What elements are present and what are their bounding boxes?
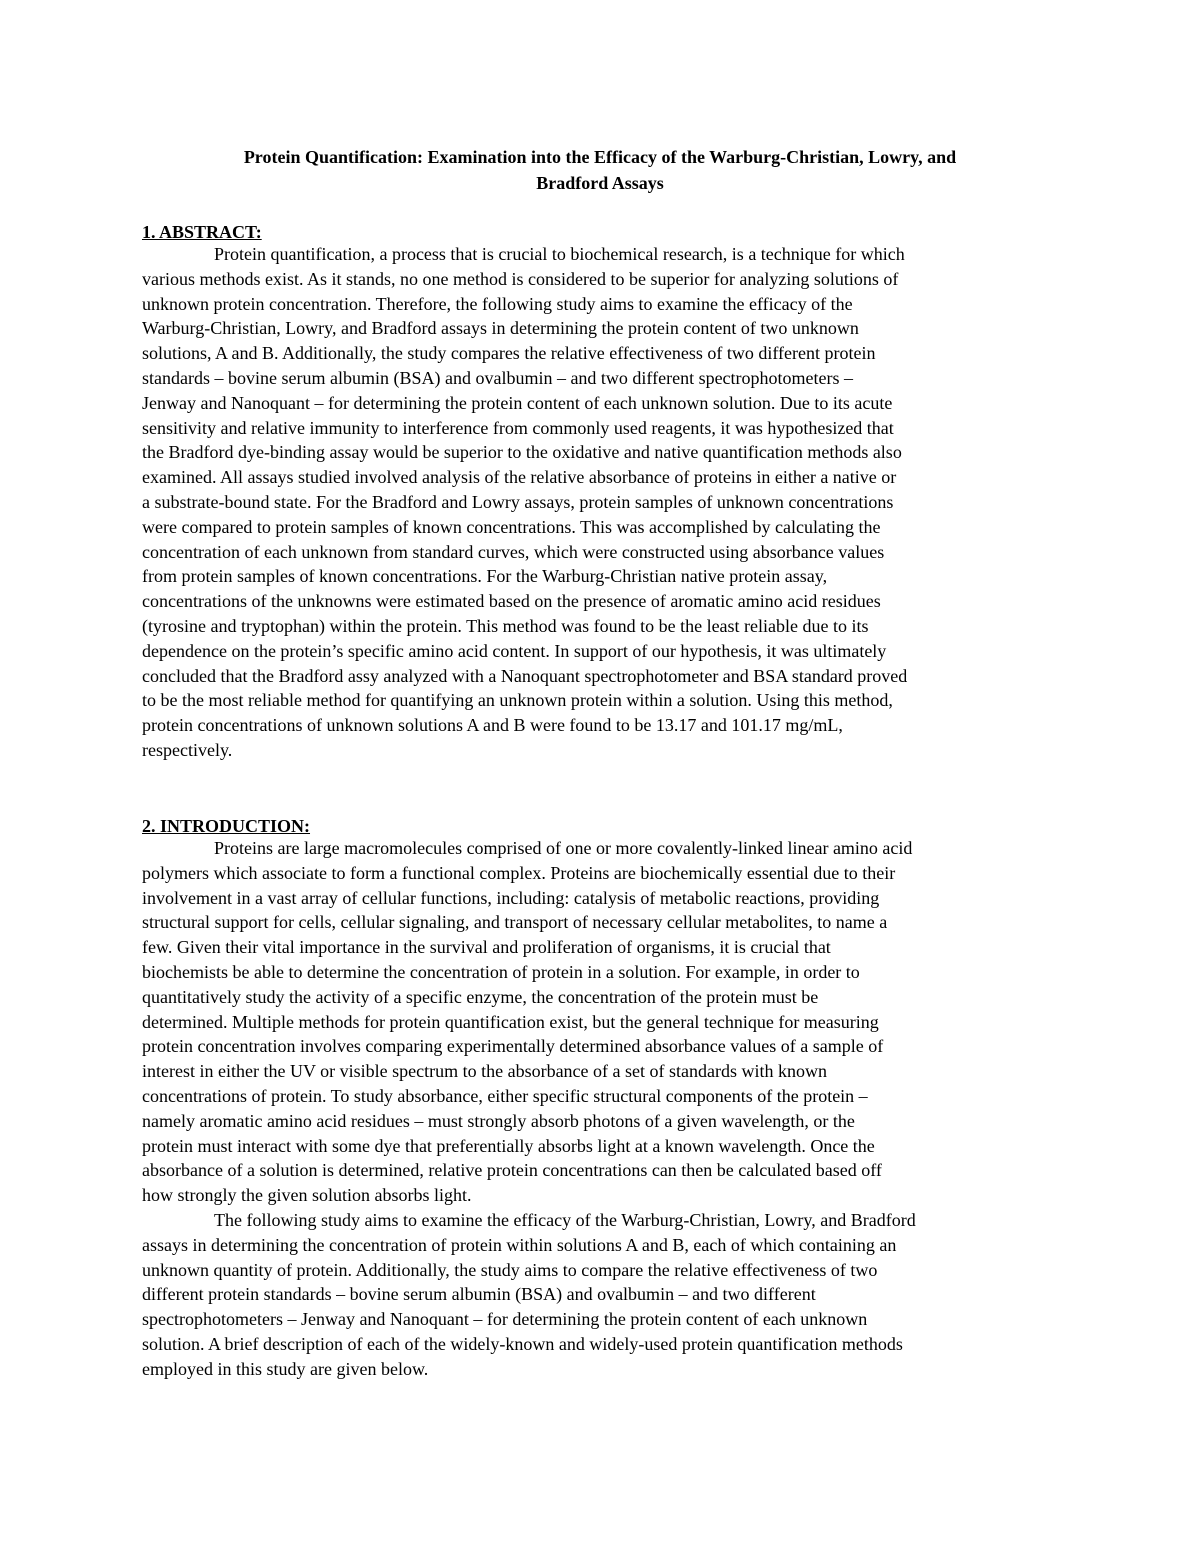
introduction-heading: 2. INTRODUCTION: <box>142 816 311 836</box>
abstract-line: concluded that the Bradford assy analyzed with a Nanoquant spectrophotometer and BSA standard proved <box>142 665 908 686</box>
abstract-line: Jenway and Nanoquant – for determining the protein content of each unknown solution. Due to its acute <box>142 392 893 413</box>
intro-line: employed in this study are given below. <box>142 1358 429 1379</box>
abstract-line: concentrations of the unknowns were estimated based on the presence of aromatic amino acid residues <box>142 591 881 612</box>
intro-line: spectrophotometers – Jenway and Nanoquant – for determining the protein content of each unknown <box>142 1309 868 1330</box>
abstract-line: standards – bovine serum albumin (BSA) and ovalbumin – and two different spectrophotometers – <box>142 367 854 388</box>
intro-line: how strongly the given solution absorbs light. <box>142 1185 472 1206</box>
abstract-line: examined. All assays studied involved analysis of the relative absorbance of proteins in either a native or <box>142 467 897 488</box>
abstract-line: to be the most reliable method for quantifying an unknown protein within a solution. Using this method, <box>142 690 893 711</box>
intro-line: absorbance of a solution is determined, relative protein concentrations can then be calculated based off <box>142 1160 882 1181</box>
title-line-1: Protein Quantification: Examination into the Efficacy of the Warburg-Christian, Lowry, and <box>243 147 957 167</box>
intro-line: determined. Multiple methods for protein quantification exist, but the general technique for measuring <box>142 1011 879 1032</box>
abstract-line: respectively. <box>142 739 233 760</box>
intro-line: protein concentration involves comparing experimentally determined absorbance values of a sample of <box>142 1036 884 1057</box>
abstract-line: Warburg-Christian, Lowry, and Bradford assays in determining the protein content of two unknown <box>142 318 859 339</box>
abstract-line: from protein samples of known concentrations. For the Warburg-Christian native protein assay, <box>142 566 828 587</box>
page-title <box>142 144 1058 196</box>
intro-line: The following study aims to examine the efficacy of the Warburg-Christian, Lowry, and Bradford <box>214 1209 916 1230</box>
title-line-2: Bradford Assays <box>536 173 664 193</box>
intro-line: few. Given their vital importance in the survival and proliferation of organisms, it is crucial that <box>142 937 831 958</box>
intro-line: biochemists be able to determine the concentration of protein in a solution. For example, in order to <box>142 961 860 982</box>
intro-line: protein must interact with some dye that preferentially absorbs light at a known wavelength. Once the <box>142 1135 875 1156</box>
intro-line: interest in either the UV or visible spectrum to the absorbance of a set of standards with known <box>142 1061 827 1082</box>
intro-line: unknown quantity of protein. Additionally, the study aims to compare the relative effectiveness of two <box>142 1259 878 1280</box>
intro-line: concentrations of protein. To study absorbance, either specific structural components of the protein – <box>142 1085 868 1106</box>
abstract-line: protein concentrations of unknown solutions A and B were found to be 13.17 and 101.17 mg/mL, <box>142 715 843 736</box>
intro-line: solution. A brief description of each of the widely-known and widely-used protein quantification methods <box>142 1333 903 1354</box>
abstract-line: sensitivity and relative immunity to interference from commonly used reagents, it was hypothesized that <box>142 417 894 438</box>
abstract-line: solutions, A and B. Additionally, the study compares the relative effectiveness of two different protein <box>142 343 876 364</box>
abstract-heading: 1. ABSTRACT: <box>142 222 262 242</box>
abstract-line: the Bradford dye-binding assay would be superior to the oxidative and native quantification methods also <box>142 442 902 463</box>
intro-line: quantitatively study the activity of a specific enzyme, the concentration of the protein must be <box>142 986 819 1007</box>
introduction-paragraphs <box>142 836 1060 1382</box>
intro-line: Proteins are large macromolecules comprised of one or more covalently-linked linear amino acid <box>214 838 913 858</box>
intro-line: namely aromatic amino acid residues – must strongly absorb photons of a given wavelength, or the <box>142 1110 855 1131</box>
abstract-line: dependence on the protein’s specific amino acid content. In support of our hypothesis, it was ultimately <box>142 640 887 661</box>
abstract-line: (tyrosine and tryptophan) within the protein. This method was found to be the least reliable due to its <box>142 615 869 636</box>
intro-line: involvement in a vast array of cellular functions, including: catalysis of metabolic reactions, providing <box>142 887 880 908</box>
abstract-line: Protein quantification, a process that is crucial to biochemical research, is a technique for which <box>214 244 905 264</box>
intro-line: assays in determining the concentration of protein within solutions A and B, each of which containing an <box>142 1234 897 1255</box>
intro-line: structural support for cells, cellular signaling, and transport of necessary cellular metabolites, to name a <box>142 912 888 933</box>
abstract-line: various methods exist. As it stands, no one method is considered to be superior for analyzing solutions of <box>142 268 899 289</box>
abstract-line: a substrate-bound state. For the Bradford and Lowry assays, protein samples of unknown concentrations <box>142 491 894 512</box>
abstract-paragraph <box>142 242 1060 763</box>
abstract-line: unknown protein concentration. Therefore, the following study aims to examine the efficacy of the <box>142 293 853 314</box>
abstract-line: were compared to protein samples of known concentrations. This was accomplished by calculating the <box>142 516 881 537</box>
intro-line: different protein standards – bovine serum albumin (BSA) and ovalbumin – and two different <box>142 1284 816 1305</box>
intro-line: polymers which associate to form a functional complex. Proteins are biochemically essential due to their <box>142 862 896 883</box>
abstract-line: concentration of each unknown from standard curves, which were constructed using absorbance values <box>142 541 885 562</box>
